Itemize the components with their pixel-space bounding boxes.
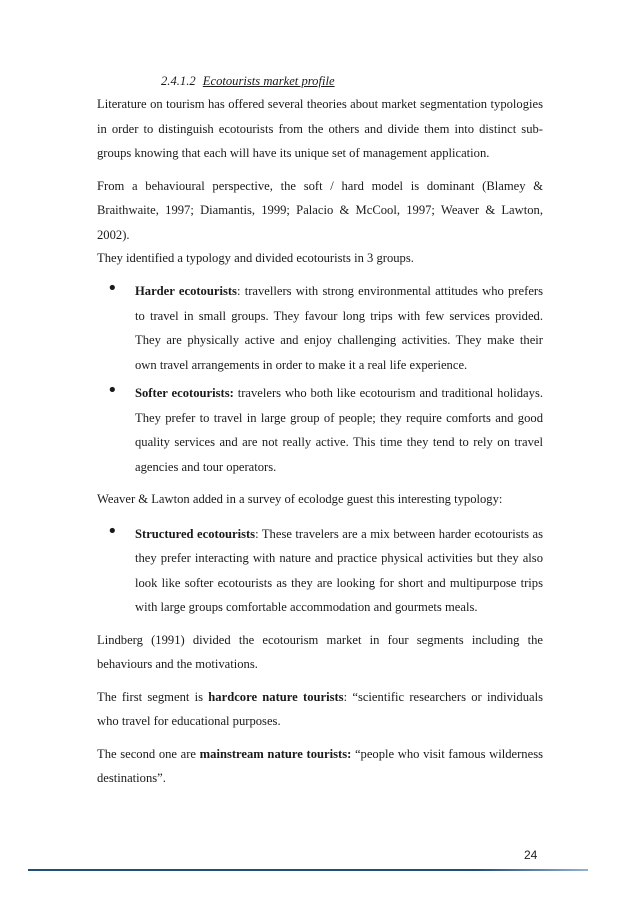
bullet-text: travelers who both like ecotourism and traditional holidays. They prefer to travel in large group of people; they require comforts and good quality services and are not really active. This time they tend to rely on travel agencies and tour operators.	[135, 386, 543, 474]
section-number: 2.4.1.2	[161, 74, 196, 88]
bullet-text: : travellers with strong environmental attitudes who prefers to travel in small groups. They favour long trips with few services provided. They are physically active and enjoy challenging activities. They make their own travel arrangements in order to make it a real life experience.	[135, 284, 543, 372]
paragraph-text: “people who visit famous wilderness destinations”.	[97, 746, 543, 785]
list-item	[97, 381, 543, 479]
paragraph-bold-term: mainstream nature tourists:	[199, 746, 352, 761]
bullet-icon: •	[107, 278, 118, 299]
section-title: Ecotourists market profile	[202, 74, 335, 88]
footer-rule	[28, 868, 588, 872]
bullet-list-structured	[97, 522, 543, 620]
page-content	[97, 70, 543, 791]
bullet-term: Softer ecotourists:	[135, 386, 234, 400]
paragraph-text: The second one are	[97, 746, 200, 761]
paragraph-behavioural: From a behavioural perspective, the soft / hard model is dominant (Blamey & Braithwaite, 1997; Diamantis, 1999; Palacio & McCool, 1997; Weaver & Lawton, 2002).	[97, 178, 543, 242]
list-item	[97, 522, 543, 620]
paragraph-mainstream	[97, 742, 543, 791]
bullet-text: : These travelers are a mix between harder ecotourists as they prefer interacting with nature and practice physical activities but they also look like softer ecotourists as they are looking for short and multipurpose trips with large groups comfortable accommodation and gourmets meals.	[135, 526, 543, 614]
bullet-icon: •	[107, 380, 118, 401]
paragraph-lindberg: Lindberg (1991) divided the ecotourism market in four segments including the behaviours and the motivations.	[97, 632, 543, 671]
paragraph-intro: Literature on tourism has offered several theories about market segmentation typologies in order to distinguish ecotourists from the others and divide them into distinct sub-groups knowing that each will have its unique set of management application.	[97, 97, 543, 160]
bullet-term: Harder ecotourists	[135, 284, 237, 298]
paragraph-bold-term: hardcore nature tourists	[208, 689, 344, 704]
bullet-term: Structured ecotourists	[135, 526, 256, 541]
paragraph-text: The first segment is	[97, 689, 209, 704]
page-number: 24	[524, 848, 538, 862]
paragraph-hardcore	[97, 685, 543, 734]
list-item	[97, 279, 543, 377]
bullet-list-soft-hard	[97, 279, 543, 479]
paragraph-weaver-lawton: Weaver & Lawton added in a survey of ecolodge guest this interesting typology:	[97, 492, 503, 506]
section-heading	[161, 70, 543, 92]
paragraph-typology: They identified a typology and divided ecotourists in 3 groups.	[97, 251, 414, 265]
bullet-icon: •	[107, 520, 118, 542]
paragraph-text: : “scientific researchers or individuals who travel for educational purposes.	[97, 689, 543, 728]
